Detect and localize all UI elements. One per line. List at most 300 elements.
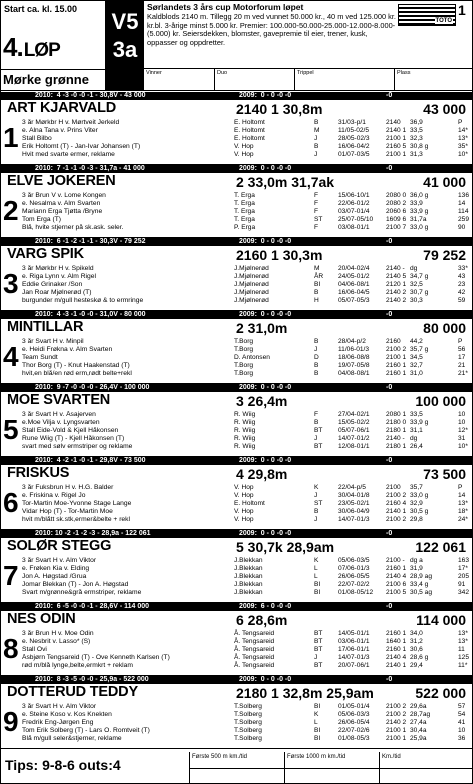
row-driver: Å. Tengsareid [234,662,275,669]
row-time: 31,0 [410,370,423,377]
row-track: ÅR [314,273,324,280]
start-row [234,500,470,508]
summary-extra: -0 [386,530,393,537]
row-odds: 42 [458,289,466,296]
horse-details [22,265,230,305]
row-time: 31,9 [410,565,423,572]
row-date: 28/05-02/3 [338,135,370,142]
row-driver: T.Solberg [234,719,262,726]
summary-2010: 2010: 4 -3 -0 -0 -1 - 30,8V - 43 000 [35,92,146,99]
horse-name: FRISKUS [7,465,70,481]
season-summary [1,603,472,611]
start-stat: 6 28,6m [236,612,288,628]
start-row [234,516,470,524]
start-number: 2 [3,195,19,226]
detail-line: burgunder m/gull hesteskø & to ermringe [22,297,144,304]
summary-2009: 2009: 0 - 0 -0 -0 [239,530,292,537]
row-date: 01/07-03/5 [338,151,370,158]
row-track: D [314,354,319,361]
detail-line: e. Alna Tana v. Prins Viter [22,127,98,134]
detail-line: svart med sølv ermstriper og reklame [22,443,133,450]
row-odds: 342 [458,589,470,596]
race-conditions [144,1,472,91]
horse-details [22,338,230,378]
row-driver: Å. Tengsareid [234,654,275,661]
row-track: L [314,573,318,580]
horse-entry [1,238,472,311]
start-row [234,630,470,638]
start-row [234,419,470,427]
row-date: 05/06-03/5 [338,557,370,564]
row-time: 32,3 [410,135,423,142]
row-odds: 17 [458,354,466,361]
start-stat: 2160 1 30,3m [236,247,323,263]
summary-2009: 2009: 0 - 0 -0 -0 [239,238,292,245]
row-driver: J.Mjølnerød [234,281,269,288]
row-date: 11/05-02/5 [338,127,370,134]
row-track: BI [314,727,321,734]
row-time: 29,6a [410,703,427,710]
row-track: BI [314,281,321,288]
row-driver: Å. Tengsareid [234,638,275,645]
start-stat: 5 30,7k 28,9am [236,539,335,555]
detail-line: e. Heidi Frøkna v. Alm Svarten [22,346,113,353]
row-date: 26/06-05/4 [338,719,370,726]
detail-line: Svart m/grønne&grå ermstriper, reklame [22,589,142,596]
horse-details [22,411,230,451]
prize-money: 100 000 [415,393,466,409]
detail-line: Jon A. Høgstad /Grua [22,573,87,580]
row-distance: 2080 0 [386,192,407,199]
prize-money: 80 000 [423,320,466,336]
row-odds: 259 [458,216,470,223]
start-row [234,151,470,159]
start-row [234,362,470,370]
row-time: 33,5 [410,411,423,418]
row-odds: 17* [458,565,468,572]
detail-line: hvit m/blått sk.stk,ermer&belte + rekl [22,516,130,523]
horse-entry [1,457,472,530]
season-summary [1,530,472,538]
row-distance: 2140 1 [386,508,407,515]
row-track: ST [314,500,323,507]
start-row [234,119,470,127]
row-date: 19/07-05/8 [338,362,370,369]
row-odds: 91 [458,581,466,588]
row-driver: J.Mjølnerød [234,289,269,296]
row-driver: J.Mjølnerød [234,265,269,272]
start-row [234,557,470,565]
detail-line: Erik Holtomt (T) - Jan-Ivar Johansen (T) [22,143,141,150]
row-distance: 2100 - [386,557,405,564]
row-odds: 11 [458,646,465,653]
row-date: 20/07-06/1 [338,662,370,669]
row-track: J [314,492,318,499]
row-driver: E. Holtomt [234,127,265,134]
row-track: B [314,419,319,426]
row-driver: J.Blekkan [234,565,263,572]
row-distance: 1640 1 [386,638,407,645]
start-row [234,273,470,281]
row-odds: 136 [458,192,470,199]
prize-money: 79 252 [423,247,466,263]
row-driver: R. Wiig [234,443,256,450]
row-date: 14/07-01/2 [338,435,370,442]
horse-details [22,557,230,597]
row-date: 25/07-05/10 [338,216,374,223]
row-track: BT [314,630,323,637]
row-driver: V. Hop [234,516,254,523]
row-date: 24/05-01/2 [338,273,370,280]
detail-line: Stall Ovi [22,646,47,653]
row-distance: 2160 1 [386,646,407,653]
row-driver: V. Hop [234,151,254,158]
row-time: 35,7 [410,484,423,491]
detail-line: 3 år Brun V v. Lome Kongen [22,192,106,199]
row-odds: 41 [458,719,466,726]
horse-entry [1,311,472,384]
horse-entry [1,384,472,457]
row-driver: P. Erga [234,224,256,231]
detail-line: Stall Eide-Vold & Kjell Håkonsen [22,427,119,434]
row-track: B [314,362,319,369]
row-track: J [314,346,318,353]
row-date: 12/08-01/1 [338,443,370,450]
row-distance: 2140 2 [386,719,407,726]
row-odds: 10 [458,411,466,418]
row-distance: 2100 [386,484,401,491]
season-summary [1,165,472,173]
row-driver: T.Solberg [234,735,262,742]
row-date: 17/06-01/1 [338,646,370,653]
start-number: 4 [3,341,19,372]
row-odds: 12* [458,427,468,434]
row-odds: P [458,338,463,345]
row-date: 15/05-02/2 [338,419,370,426]
summary-extra: -0 [386,676,393,683]
row-date: 14/05-01/1 [338,630,370,637]
detail-line: e.Moe Vilja v. Lyngsvarten [22,419,100,426]
row-driver: J.Blekkan [234,589,263,596]
race-color-name: Mørke grønne [1,69,105,91]
row-distance: 1609 6 [386,216,407,223]
race-id-box [1,1,106,91]
row-distance: 2100 5 [386,589,407,596]
row-odds: 10* [458,151,468,158]
row-time: dg [410,435,418,442]
row-driver: V. Hop [234,508,254,515]
row-distance: 2140 5 [386,273,407,280]
start-row [234,143,470,151]
row-distance: 2100 1 [386,151,407,158]
row-track: J [314,135,318,142]
recent-starts [234,630,470,670]
row-time: 36,9 [410,119,423,126]
recent-starts [234,338,470,378]
recent-starts [234,119,470,159]
row-date: 23/05-02/1 [338,500,370,507]
summary-2010: 2010: 6 -5 -0 -0 -1 - 28,6V - 114 000 [35,603,150,610]
season-summary [1,457,472,465]
recent-starts [234,411,470,451]
summary-extra: -0 [386,384,393,391]
row-time: 33,9 [410,200,423,207]
row-distance: 2180 1 [386,427,407,434]
race-info: Kaldblods 2140 m. Tillegg 20 m ved vunnet 50.000 kr., 40 m ved 125.000 kr. kr.bl. 3-årige minst 5.000 kr. Premier: 100.000-50.000-25.000-12.000-8.000-(5.000) kr. Seiersdekken, blomster, gavepremie til eier, trener, kusk, oppasser og oppdretter. [147,12,396,47]
detail-line: Hvit med svarte ermer, reklame [22,151,115,158]
row-distance: 2100 2 [386,711,407,718]
row-driver: R. Wiig [234,419,256,426]
detail-line: Blå, hvite stjerner på sk.ask. seler. [22,224,124,231]
detail-line: 3 år Fuksbrun H v. H.G. Balder [22,484,114,491]
detail-line: Tom Erik Solberg (T) - Lars O. Romtveit (T) [22,727,150,734]
row-track: J [314,435,318,442]
row-time: 31,1 [410,427,423,434]
row-track: BT [314,443,323,450]
prize-money: 43 000 [423,101,466,117]
horse-name: NES ODIN [7,611,76,627]
row-driver: V. Hop [234,143,254,150]
start-row [234,192,470,200]
summary-2010: 2010: 4 -3 -1 -0 -0 - 31,0V - 80 000 [35,311,146,318]
v5-label: V5 [111,9,139,34]
row-distance: 2160 4 [386,500,407,507]
start-row [234,703,470,711]
row-track: B [314,143,319,150]
row-time: 34,5 [410,354,423,361]
start-stat: 2140 1 30,8m [236,101,323,117]
start-stat: 2180 1 32,8m 25,9am [236,685,374,701]
detail-line: Rune Wiig (T) - Kjell Håkonsen (T) [22,435,125,442]
start-row [234,297,470,305]
row-date: 30/06-04/9 [338,508,370,515]
row-date: 22/06-01/2 [338,200,370,207]
row-distance: 2160 5 [386,143,407,150]
start-number: 7 [3,560,19,591]
row-track: BT [314,662,323,669]
horse-name: DOTTERUD TEDDY [7,684,138,700]
detail-line: Blå m/gull seler&stjerner, reklame [22,735,122,742]
row-date: 03/08-01/1 [338,224,370,231]
row-distance: 2060 6 [386,208,407,215]
row-distance: 2100 1 [386,354,407,361]
detail-line: Mariann Erga Tjøtta /Bryne [22,208,103,215]
row-time: 33,0 g [410,224,429,231]
plass-label: Plass [397,70,411,76]
horse-name: MINTILLAR [7,319,84,335]
summary-extra: -0 [386,603,393,610]
row-distance: 2140 2 [386,297,407,304]
row-odds: 10 [458,419,466,426]
row-driver: R. Wiig [234,411,256,418]
row-distance: 2160 1 [386,630,407,637]
start-row [234,411,470,419]
row-track: K [314,557,319,564]
detail-line: e. Friskina v. Rigel Jo [22,492,86,499]
summary-extra: -0 [386,311,393,318]
row-odds: 14 [458,200,466,207]
season-summary [1,311,472,319]
row-date: 22/07-02/2 [338,581,370,588]
row-distance: 2140 1 [386,662,407,669]
row-time: 34,0 [410,630,423,637]
row-distance: 2160 1 [386,565,407,572]
row-odds: P [458,119,463,126]
row-date: 26/06-05/5 [338,573,370,580]
start-row [234,719,470,727]
logo-text: TOTO [435,18,452,24]
row-time: 32,9 [410,500,423,507]
start-row [234,573,470,581]
row-odds: 18* [458,508,468,515]
row-driver: E. Holtomt [234,135,265,142]
start-stat: 2 33,0m 31,7ak [236,174,335,190]
row-date: 05/06-03/3 [338,711,370,718]
row-date: 11/06-01/3 [338,346,370,353]
row-odds: 14* [458,127,468,134]
row-time: 32,5 [410,281,423,288]
prize-money: 122 061 [415,539,466,555]
race-header [1,1,472,91]
horse-details [22,119,230,159]
horse-details [22,703,230,743]
footer-divider [189,768,472,769]
start-stat: 2 31,0m [236,320,288,336]
row-distance: 2160 1 [386,362,407,369]
row-distance: 2160 1 [386,370,407,377]
race-word: LØP [23,40,60,61]
row-track: M [314,265,320,272]
row-driver: T.Borg [234,346,254,353]
row-time: dg a [410,557,423,564]
detail-line: 3 år Svart H v. Alm Viktor [22,557,97,564]
summary-2010: 2010: 4 -2 -1 -0 -1 - 29,8V - 73 500 [35,457,146,464]
duo-label: Duo [217,70,228,76]
row-track: J [314,516,318,523]
season-summary [1,238,472,246]
detail-line: 3 år Svart H v. Åsajerven [22,411,96,418]
prize-money: 114 000 [416,612,466,628]
horse-entry [1,603,472,676]
row-time: 30,5 ag [410,589,432,596]
prize-money: 41 000 [423,174,466,190]
row-driver: T. Erga [234,200,255,207]
row-date: 04/08-08/1 [338,370,370,377]
start-row [234,289,470,297]
row-track: K [314,711,319,718]
start-row [234,281,470,289]
row-driver: E. Holtomt [234,500,265,507]
duo-field [214,69,294,91]
detail-line: e. Nesalma v. Alm Svarten [22,200,101,207]
row-time: 35,7 g [410,346,429,353]
start-row [234,208,470,216]
detail-line: e. Nesbrit v. Lasso* (S) [22,638,91,645]
row-distance: 2180 0 [386,419,407,426]
prize-money: 73 500 [423,466,466,482]
detail-line: Vidar Hop (T) - Tor-Martin Moe [22,508,113,515]
race-title: Sørlandets 3 års cup Motorforum løpet [147,2,304,12]
first-500-label: Første 500 m km./tid [192,754,248,760]
summary-2009: 2009: 0 - 0 -0 -0 [239,457,292,464]
row-driver: T.Solberg [234,727,262,734]
winner-field [144,69,214,91]
row-odds: 35* [458,143,468,150]
horse-details [22,192,230,232]
detail-line: Tom Erga (T) [22,216,62,223]
summary-extra: -0 [386,92,393,99]
tips: Tips: 9-8-6 outs:4 [5,757,121,773]
row-track: L [314,719,318,726]
row-date: 15/06-10/1 [338,192,370,199]
start-row [234,638,470,646]
race-number-value: 4. [3,32,23,62]
row-driver: R. Wiig [234,435,256,442]
row-track: J [314,151,318,158]
row-distance: 2100 2 [386,703,407,710]
start-row [234,662,470,670]
start-time: Start ca. kl. 15.00 [4,4,78,14]
row-date: 05/07-05/3 [338,297,370,304]
row-odds: 205 [458,573,470,580]
detail-line: Eddie Grinaker /Son [22,281,83,288]
row-time: 34,7 g [410,273,429,280]
detail-line: Jomar Blekkan (T) - Jon A. Høgstad [22,581,129,588]
row-track: ST [314,216,323,223]
row-odds: 23 [458,281,466,288]
start-row [234,338,470,346]
row-distance: 2080 1 [386,411,407,418]
row-distance: 2100 2 [386,492,407,499]
summary-2010: 2010: 7 -1 -1 -0 -3 - 31,7a - 41 000 [35,165,145,172]
row-track: J [314,654,318,661]
start-row [234,200,470,208]
plass-field [394,69,472,91]
detail-line: 3 år Mørkbr H v. Mørtveit Jerkeld [22,119,120,126]
start-row [234,735,470,743]
start-row [234,443,470,451]
row-date: 28/04-p/2 [338,338,366,345]
detail-line: Stall Bilbo [22,135,52,142]
row-distance: 2100 1 [386,135,407,142]
v5-leg-badge [106,1,144,91]
row-odds: 24* [458,516,468,523]
start-row [234,265,470,273]
start-stat: 3 26,4m [236,393,288,409]
detail-line: Jan Roar Mjølnerød (T) [22,289,92,296]
summary-2009: 2009: 6 - 0 -0 -0 [239,603,292,610]
season-summary [1,92,472,100]
horse-details [22,484,230,524]
row-time: 44,2 [410,338,423,345]
row-date: 31/03-p/1 [338,119,366,126]
row-date: 22/04-p/5 [338,484,366,491]
row-distance: 2160 [386,338,401,345]
race-number [3,34,60,60]
row-driver: T. Erga [234,216,255,223]
trippel-field [294,69,394,91]
start-row [234,427,470,435]
leg-label: 3a [112,37,138,62]
row-odds: 90 [458,224,466,231]
start-number: 5 [3,414,19,445]
row-track: F [314,224,319,231]
row-odds: 114 [458,208,469,215]
row-odds: 10 [458,727,466,734]
detail-line: e. Steine Koso v. Kos Knekten [22,711,112,718]
summary-2009: 2009: 0 - 0 -0 -0 [239,92,292,99]
row-track: BI [314,703,321,710]
